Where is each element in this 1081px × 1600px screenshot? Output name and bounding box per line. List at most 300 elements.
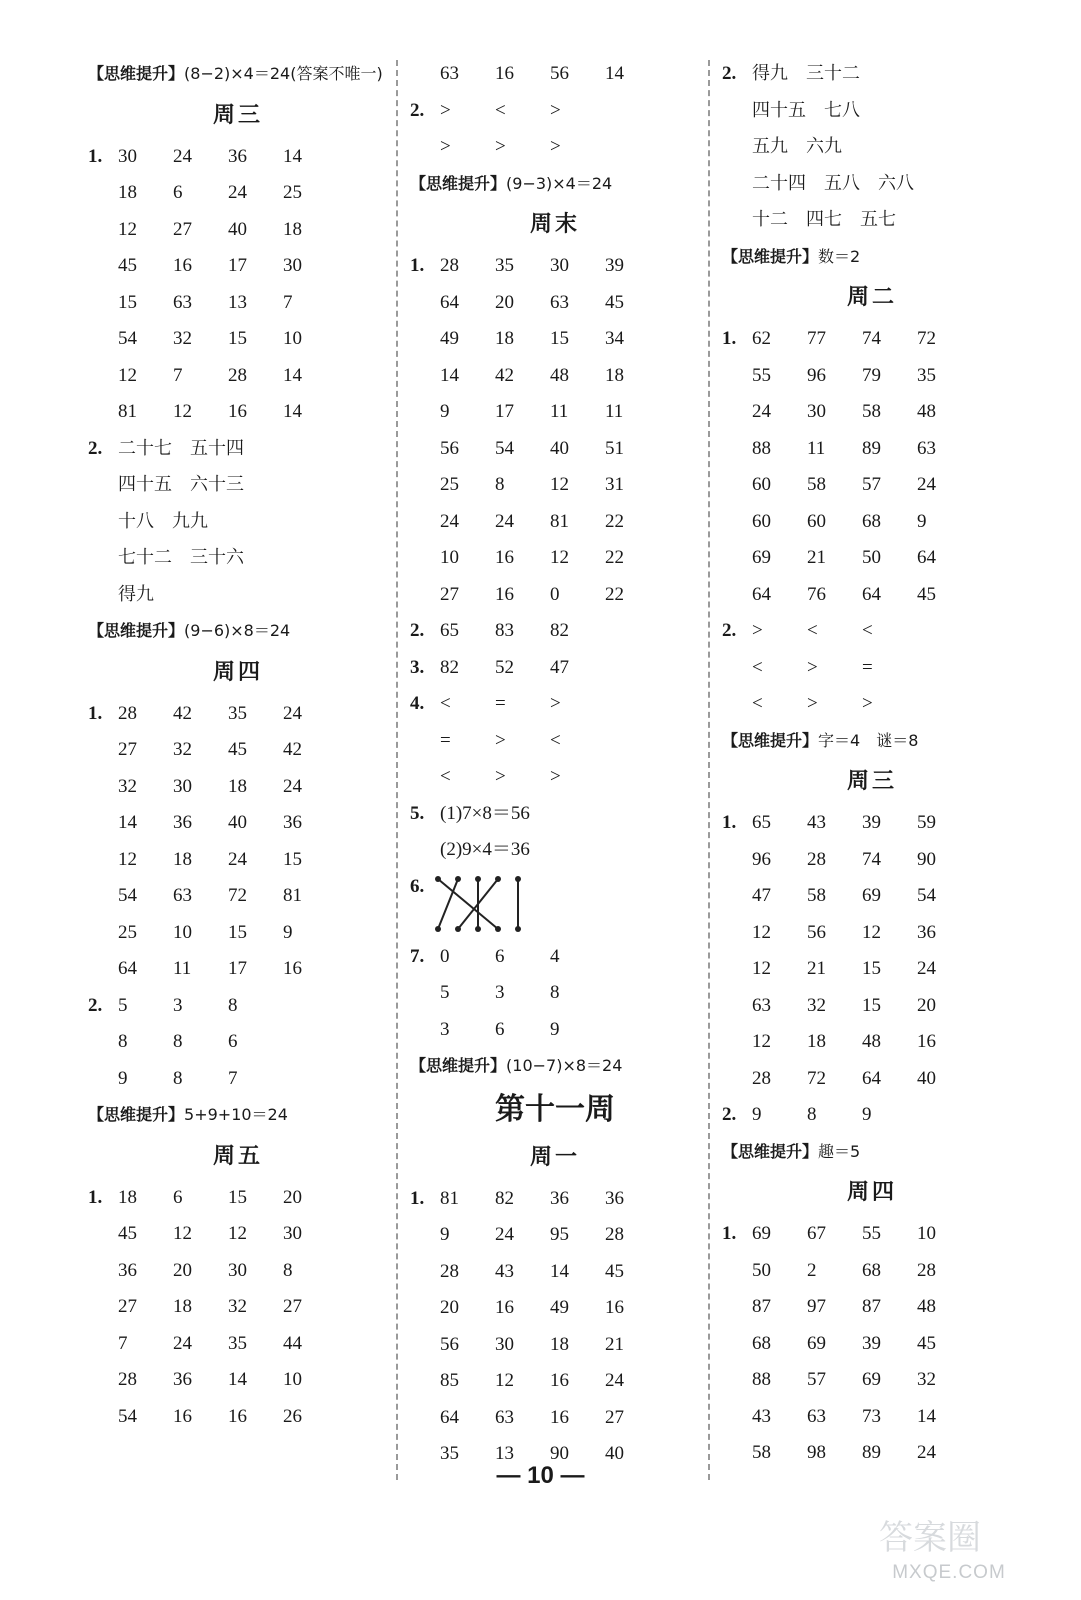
answer-row: [410, 1363, 700, 1400]
answer-column-1: [88, 56, 388, 1435]
answer-cell: 24: [173, 145, 192, 167]
answer-cell: <: [440, 766, 451, 787]
answer-cell: 六十三: [190, 474, 244, 495]
weekend-q6: [410, 869, 700, 939]
answer-cell: 74: [862, 328, 881, 349]
watermark: [869, 1510, 1029, 1584]
answer-cell: 28: [917, 1259, 936, 1281]
thu2-q1: [722, 1216, 1022, 1472]
answer-cell: 28: [440, 1260, 459, 1282]
answer-cell: 14: [283, 401, 302, 422]
answer-cell: 67: [807, 1223, 826, 1244]
match-dot: [455, 926, 461, 932]
answer-cell: 10: [917, 1223, 936, 1244]
answer-cell: >: [495, 729, 506, 751]
answer-cell: 81: [283, 885, 302, 906]
answer-cell: >: [550, 766, 561, 787]
answer-row: [410, 129, 700, 166]
answer-cells: [752, 358, 972, 395]
answer-cell: 10: [440, 547, 459, 568]
answer-cells: [752, 202, 914, 239]
answer-cell: 五八: [824, 172, 860, 194]
answer-cell: 16: [173, 1405, 192, 1427]
answer-cell: 24: [283, 702, 302, 724]
question-number: 4.: [410, 693, 425, 714]
answer-cell: 12: [752, 921, 771, 943]
question-number: 5.: [410, 802, 425, 824]
answer-cell: 16: [550, 1370, 569, 1391]
answer-cell: 18: [118, 1186, 137, 1208]
answer-cells: [440, 504, 660, 541]
answer-cell: 12: [228, 1223, 247, 1244]
answer-cell: 11: [807, 437, 826, 459]
answer-cell: 16: [228, 1405, 247, 1427]
answer-row: [410, 1327, 700, 1364]
answer-cell: 12: [173, 1223, 192, 1244]
answer-cells: [752, 166, 932, 203]
answer-cell: 72: [807, 1067, 826, 1089]
answer-cell: 25: [283, 182, 302, 203]
answer-row: [410, 93, 700, 130]
answer-cell: 13: [228, 291, 247, 313]
answer-cell: 12: [118, 848, 137, 870]
tip-text: 字＝4 谜＝8: [818, 730, 919, 750]
answer-cell: 15: [228, 1186, 247, 1208]
answer-cell: 9: [440, 1224, 450, 1245]
answer-cell: 89: [862, 1442, 881, 1463]
answer-row: [410, 723, 700, 760]
answer-cells: [440, 467, 660, 504]
answer-cell: 14: [550, 1260, 569, 1282]
answer-cell: 31: [605, 474, 624, 495]
match-dot: [495, 876, 501, 882]
answer-cell: >: [440, 136, 451, 157]
answer-cell: 45: [605, 291, 624, 313]
answer-cell: 16: [495, 547, 514, 568]
answer-cells: [440, 723, 605, 760]
answer-cell: 7: [173, 364, 183, 386]
answer-cell: 73: [862, 1405, 881, 1427]
answer-cell: 43: [807, 812, 826, 833]
answer-cell: 64: [440, 1406, 459, 1428]
answer-cell: 22: [605, 547, 624, 568]
answer-row: [410, 577, 700, 614]
answer-cell: 30: [550, 255, 569, 276]
answer-cell: 54: [917, 885, 936, 906]
answer-cell: 18: [173, 1296, 192, 1317]
answer-cell: 98: [807, 1442, 826, 1463]
answer-cell: 得九: [118, 583, 154, 605]
answer-cell: 28: [605, 1224, 624, 1245]
weekend-q2: [410, 613, 700, 650]
tip-bracket: 【思维提升】: [88, 1105, 185, 1124]
answer-row: [88, 431, 388, 468]
answer-cell: 得九: [752, 63, 788, 84]
answer-cell: 13: [495, 1443, 514, 1464]
answer-row: [722, 202, 1022, 239]
answer-row: [722, 1061, 1022, 1098]
answer-cell: 14: [118, 812, 137, 833]
match-dot: [495, 926, 501, 932]
answer-cell: 55: [752, 364, 771, 386]
match-dot: [435, 876, 441, 882]
answer-cell: 58: [807, 474, 826, 495]
answer-cell: 28: [118, 1369, 137, 1390]
answer-cell: 9: [550, 1018, 560, 1040]
answer-cells: [118, 1253, 338, 1290]
answer-cell: 30: [283, 1223, 302, 1244]
weekend-q5: [410, 796, 700, 869]
answer-cell: 32: [173, 739, 192, 760]
answer-cell: 97: [807, 1296, 826, 1317]
answer-cell: 58: [862, 401, 881, 422]
answer-cells: [440, 686, 605, 723]
answer-cells: [118, 285, 338, 322]
thinking-tip-8: [722, 1134, 1022, 1171]
answer-column-2: [410, 56, 700, 1473]
answer-cell: 28: [118, 702, 137, 724]
answer-cell: 58: [752, 1442, 771, 1463]
answer-cell: 6: [495, 945, 505, 967]
answer-cell: 57: [862, 474, 881, 495]
answer-cell: 18: [173, 848, 192, 870]
question-number: 2.: [722, 1104, 737, 1125]
answer-cell: 62: [752, 328, 771, 349]
mon-q1: [410, 1181, 700, 1473]
page-number: — 10 —: [496, 1462, 585, 1489]
answer-cells: [752, 1216, 972, 1253]
watermark-logo: 答案圈: [879, 1518, 981, 1558]
answer-row: [88, 212, 388, 249]
answer-row: [722, 1362, 1022, 1399]
answer-cell: 12: [550, 474, 569, 495]
fri-q1: [88, 1180, 388, 1436]
answer-cells: [440, 939, 605, 976]
answer-cell: 54: [118, 1405, 137, 1427]
answer-cell: 68: [752, 1332, 771, 1354]
answer-cell: 22: [605, 583, 624, 605]
answer-row: [88, 1399, 388, 1436]
answer-cell: 39: [605, 255, 624, 276]
answer-cell: 30: [283, 255, 302, 276]
answer-row: [88, 1024, 388, 1061]
answer-cell: 45: [118, 1223, 137, 1244]
answer-cell: 90: [550, 1443, 569, 1464]
answer-cell: 18: [118, 182, 137, 203]
answer-row: [88, 285, 388, 322]
answer-cells: [752, 915, 972, 952]
answer-cell: 0: [550, 583, 560, 605]
answer-cell: 17: [228, 255, 247, 276]
answer-cell: 72: [228, 885, 247, 906]
answer-cell: 63: [440, 63, 459, 84]
question-number: 1.: [410, 255, 425, 276]
answer-row: [88, 1326, 388, 1363]
answer-cell: 64: [752, 583, 771, 605]
answer-cells: [752, 878, 972, 915]
question-number: 1.: [88, 702, 103, 724]
answer-cell: 30: [807, 401, 826, 422]
answer-row: [722, 1399, 1022, 1436]
wed2-q2: [722, 1097, 1022, 1134]
q2-words: [722, 56, 1022, 239]
question-number: 2.: [722, 620, 737, 641]
answer-cell: 18: [807, 1031, 826, 1052]
answer-row: [722, 1289, 1022, 1326]
tip-bracket: 【思维提升】: [410, 173, 507, 193]
answer-cells: [440, 1290, 660, 1327]
answer-cell: 81: [440, 1187, 459, 1209]
answer-cell: 8: [495, 474, 505, 495]
answer-cells: [440, 129, 605, 166]
answer-cell: 16: [495, 583, 514, 605]
answer-cell: 36: [605, 1187, 624, 1209]
answer-cell: 40: [605, 1443, 624, 1464]
answer-cell: 2: [807, 1259, 817, 1281]
answer-cells: [752, 467, 972, 504]
answer-cell: 45: [228, 739, 247, 760]
answer-cell: 二十四: [752, 172, 806, 194]
answer-cell: <: [752, 693, 763, 714]
answer-cells: [118, 805, 338, 842]
answer-cell: 24: [495, 1224, 514, 1245]
answer-cell: 32: [807, 994, 826, 1016]
answer-row: [88, 1216, 388, 1253]
answer-cell: 五九: [752, 136, 788, 157]
answer-cells: [440, 1327, 660, 1364]
answer-cells: [118, 1061, 283, 1098]
question-number: 6.: [410, 875, 425, 897]
answer-cell: 32: [118, 775, 137, 797]
answer-cell: 57: [807, 1369, 826, 1390]
answer-row: [722, 540, 1022, 577]
answer-cells: [752, 805, 972, 842]
thinking-tip-4: [410, 166, 700, 203]
thinking-tip-6: [722, 239, 1022, 276]
answer-cells: [752, 842, 972, 879]
thu-q2: [88, 988, 388, 1098]
section-heading-thursday: 周四: [212, 659, 263, 685]
answer-cell: 六八: [878, 172, 914, 194]
answer-cell: 47: [550, 656, 569, 678]
answer-cell: 五十四: [190, 437, 244, 459]
answer-row: [88, 1289, 388, 1326]
match-dot: [455, 876, 461, 882]
answer-cell: 24: [605, 1370, 624, 1391]
answer-cells: [440, 759, 605, 796]
answer-cell: 14: [440, 364, 459, 386]
answer-cell: 64: [917, 547, 936, 568]
answer-cell: 20: [917, 994, 936, 1016]
answer-cell: 18: [283, 218, 302, 240]
match-dot: [435, 926, 441, 932]
answer-cell: 27: [440, 583, 459, 605]
answer-cell: 36: [228, 145, 247, 167]
answer-row: [88, 248, 388, 285]
answer-cell: 63: [550, 291, 569, 313]
answer-row: [410, 504, 700, 541]
answer-row: [88, 1362, 388, 1399]
answer-cell: 48: [917, 1296, 936, 1317]
section-heading-tuesday: 周二: [846, 285, 897, 310]
answer-row: [88, 696, 388, 733]
answer-cell: 43: [495, 1260, 514, 1282]
answer-cell: 87: [862, 1296, 881, 1317]
answer-cell: 四十五: [752, 99, 806, 121]
answer-cell: 25: [118, 921, 137, 943]
answer-cell: 81: [118, 401, 137, 422]
answer-cell: 27: [118, 1296, 137, 1317]
weekend-q3: [410, 650, 700, 687]
answer-cell: 27: [118, 739, 137, 760]
answer-cell: 36: [283, 812, 302, 833]
wed2-q1: [722, 805, 1022, 1097]
answer-cells: [118, 1326, 338, 1363]
answer-cell: 63: [807, 1405, 826, 1427]
answer-cell: 8: [228, 994, 238, 1016]
answer-cell: 8: [173, 1031, 183, 1052]
answer-cell: 24: [283, 775, 302, 797]
answer-cells: [440, 56, 660, 93]
answer-cell: 九九: [172, 510, 208, 532]
answer-cells: [118, 1216, 338, 1253]
answer-cell: 40: [550, 437, 569, 459]
answer-cell: 12: [550, 547, 569, 568]
answer-cells: [440, 285, 660, 322]
answer-cell: >: [807, 693, 818, 714]
answer-row: [88, 139, 388, 176]
question-number: 1.: [722, 812, 737, 833]
answer-cells: [118, 1180, 338, 1217]
answer-row: [410, 321, 700, 358]
answer-row: [410, 467, 700, 504]
answer-cell: 50: [752, 1259, 771, 1281]
answer-cell: >: [550, 693, 561, 714]
answer-cell: 18: [550, 1333, 569, 1355]
tip-bracket: 【思维提升】: [410, 1056, 507, 1075]
answer-row: [88, 321, 388, 358]
answer-cell: 20: [495, 291, 514, 313]
answer-cell: 56: [807, 921, 826, 943]
answer-row: [722, 613, 1022, 650]
answer-cell: 14: [917, 1405, 936, 1427]
answer-cell: 64: [440, 291, 459, 313]
answer-cells: [752, 577, 972, 614]
answer-cell: 95: [550, 1224, 569, 1245]
answer-cell: >: [440, 99, 451, 121]
answer-cell: 12: [752, 958, 771, 979]
answer-cell: 16: [917, 1031, 936, 1052]
tip-bracket: 【思维提升】: [722, 730, 819, 750]
answer-cell: 45: [917, 1332, 936, 1354]
question-number: 2.: [88, 994, 103, 1016]
answer-cell: >: [807, 656, 818, 678]
answer-cell: 9: [917, 510, 927, 532]
answer-cell: 35: [440, 1443, 459, 1464]
answer-cell: 82: [440, 656, 459, 678]
answer-cell: 十二: [752, 209, 788, 230]
answer-cells: [118, 769, 338, 806]
tip-text: 数＝2: [818, 246, 861, 266]
answer-row: [88, 951, 388, 988]
answer-cell: 32: [228, 1296, 247, 1317]
answer-cell: 42: [283, 739, 302, 760]
answer-cell: >: [495, 766, 506, 787]
answer-row: [722, 988, 1022, 1025]
answer-row: [722, 394, 1022, 431]
answer-row: [88, 732, 388, 769]
answer-row: [410, 248, 700, 285]
answer-cells: [118, 139, 338, 176]
answer-cell: 88: [752, 1369, 771, 1390]
answer-cell: 11: [173, 958, 192, 979]
tip-bracket: 【思维提升】: [722, 1141, 819, 1161]
question-number: 3.: [410, 656, 425, 678]
answer-cell: 88: [752, 437, 771, 459]
answer-cell: 35: [917, 364, 936, 386]
answer-row: [88, 1253, 388, 1290]
answer-cell: 39: [862, 1332, 881, 1354]
answer-cell: 11: [605, 401, 624, 422]
answer-cell: 24: [917, 1442, 936, 1463]
answer-cell: 18: [605, 364, 624, 386]
answer-cell: 96: [807, 364, 826, 386]
answer-cell: 64: [862, 1067, 881, 1089]
answer-cell: 9: [283, 921, 293, 943]
answer-cell: 6: [173, 182, 183, 203]
answer-cell: 24: [917, 474, 936, 495]
answer-cells: [118, 842, 338, 879]
answer-cells: [440, 358, 660, 395]
answer-cell: 16: [495, 1297, 514, 1318]
answer-cell: 48: [862, 1031, 881, 1052]
answer-cell: 12: [118, 218, 137, 240]
answer-cell: 9: [440, 401, 450, 422]
answer-cell: 82: [550, 620, 569, 641]
tip-text: (8−2)×4＝24(答案不唯一): [184, 64, 383, 83]
answer-cell: 14: [283, 145, 302, 167]
answer-cell: 6: [173, 1186, 183, 1208]
answer-cell: 30: [118, 145, 137, 167]
answer-cell: 43: [752, 1405, 771, 1427]
answer-cell: 7: [283, 291, 293, 313]
answer-cells: [752, 1326, 972, 1363]
answer-row: [88, 358, 388, 395]
answer-cell: 15: [550, 328, 569, 349]
answer-cell: 六九: [806, 136, 842, 157]
tue-q1: [722, 321, 1022, 613]
question-number: 2.: [88, 437, 103, 459]
answer-cell: 9: [862, 1104, 872, 1125]
weekend-q1: [410, 248, 700, 613]
answer-cell: 四七: [806, 209, 842, 230]
answer-row: [722, 1024, 1022, 1061]
answer-cells: [440, 321, 660, 358]
answer-cells: [752, 321, 972, 358]
column-divider-2: [708, 60, 710, 1480]
section-heading-monday: 周一: [529, 1144, 580, 1170]
answer-cell: 87: [752, 1296, 771, 1317]
tip-text: (9−6)×8＝24: [184, 621, 291, 640]
answer-cells: [440, 1363, 660, 1400]
answer-cell: 10: [283, 1369, 302, 1390]
answer-cell: 五七: [860, 209, 896, 230]
answer-cells: [752, 1289, 972, 1326]
q2-comparisons: [410, 93, 700, 166]
answer-cell: =: [495, 693, 506, 714]
answer-cell: 8: [173, 1067, 183, 1089]
answer-cell: 27: [605, 1406, 624, 1428]
